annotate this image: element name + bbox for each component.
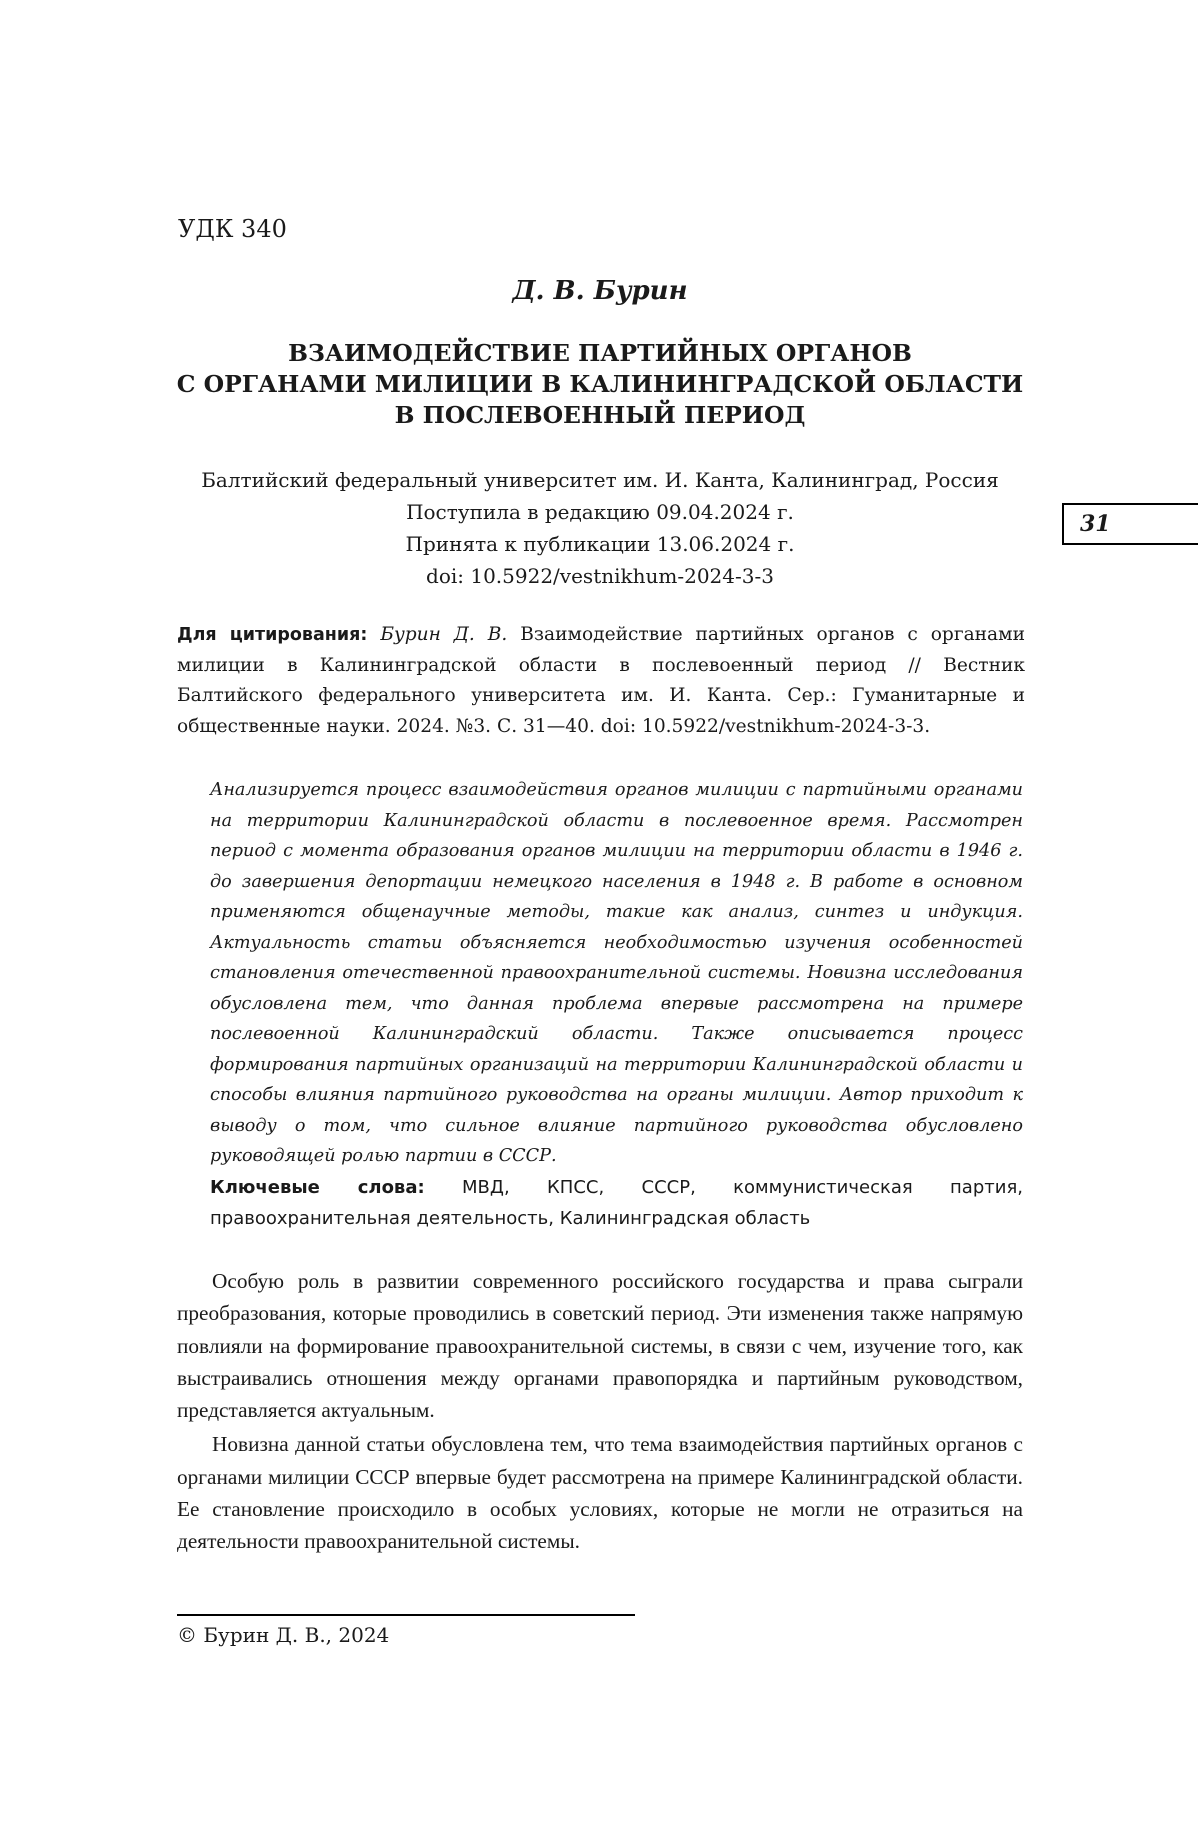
author-name: Д. В. Бурин xyxy=(512,276,688,306)
article-meta xyxy=(150,464,1050,592)
citation-block xyxy=(177,620,1025,742)
citation-text: Взаимодействие партийных органов с органами милиции в Калининградской области в послевоенный период // Вестник Балтийского федерального университета им. И. Канта. Сер.: Гуманитарные и общественные науки. 2024. №3. С. 31—40. doi: 10.5922/vestnikhum-2024-3-3. xyxy=(177,624,1025,737)
title-line: С ОРГАНАМИ МИЛИЦИИ В КАЛИНИНГРАДСКОЙ ОБЛАСТИ xyxy=(176,370,1024,398)
abstract-text: Анализируется процесс взаимодействия органов милиции с партийными органами на территории Калининградской области в послевоенное время. Рассмотрен период с момента образования органов милиции на территории области в 1946 г. до завершения депортации немецкого населения в 1948 г. В работе в основном применяются общенаучные методы, такие как анализ, синтез и индукция. Актуальность статьи объясняется необходимостью изучения особенностей становления отечественной правоохранительной системы. Новизна исследования обусловлена тем, что данная проблема впервые рассмотрена на примере послевоенной Калининградский области. Также описывается процесс формирования партийных организаций на территории Калининградской области и способы влияния партийного руководства на органы милиции. Автор приходит к выводу о том, что сильное влияние партийного руководства обусловлено руководящей ролью партии в СССР. xyxy=(210,780,1023,1166)
abstract xyxy=(210,775,1023,1172)
title-line: ВЗАИМОДЕЙСТВИЕ ПАРТИЙНЫХ ОРГАНОВ xyxy=(288,339,912,367)
article-title xyxy=(120,338,1080,431)
footnote-divider xyxy=(177,1614,635,1616)
body-paragraph: Новизна данной статьи обусловлена тем, что тема взаимодействия партийных органов с органами милиции СССР впервые будет рассмотрена на примере Калининградской области. Ее становление происходило в особых условиях, которые не могли не отразиться на деятельности правоохранительной системы. xyxy=(177,1432,1023,1554)
received-date: Поступила в редакцию 09.04.2024 г. xyxy=(406,500,794,524)
body-paragraph: Особую роль в развитии современного российского государства и права сыграли преобразования, которые проводились в советский период. Эти изменения также напрямую повлияли на формирование правоохранительной системы, в связи с чем, изучение того, как выстраивались отношения между органами правопорядка и партийным руководством, представляется актуальным. xyxy=(177,1269,1023,1423)
citation-author: Бурин Д. В. xyxy=(380,624,508,645)
page-number-tab xyxy=(1062,503,1198,545)
keywords-label: Ключевые слова: xyxy=(210,1177,425,1198)
citation-label: Для цитирования: xyxy=(177,625,368,645)
body-text xyxy=(177,1265,1023,1558)
keywords-text: МВД, КПСС, СССР, коммунистическая партия, правоохранительная деятельность, Калининградская область xyxy=(210,1177,1023,1229)
doi: doi: 10.5922/vestnikhum-2024-3-3 xyxy=(426,564,774,588)
copyright: © Бурин Д. В., 2024 xyxy=(177,1623,390,1647)
page-number: 31 xyxy=(1080,511,1111,537)
affiliation: Балтийский федеральный университет им. И. Канта, Калининград, Россия xyxy=(201,468,999,492)
udk-code: УДК 340 xyxy=(178,215,287,243)
keywords-block xyxy=(210,1173,1023,1234)
title-line: В ПОСЛЕВОЕННЫЙ ПЕРИОД xyxy=(394,401,806,429)
accepted-date: Принята к публикации 13.06.2024 г. xyxy=(405,532,795,556)
